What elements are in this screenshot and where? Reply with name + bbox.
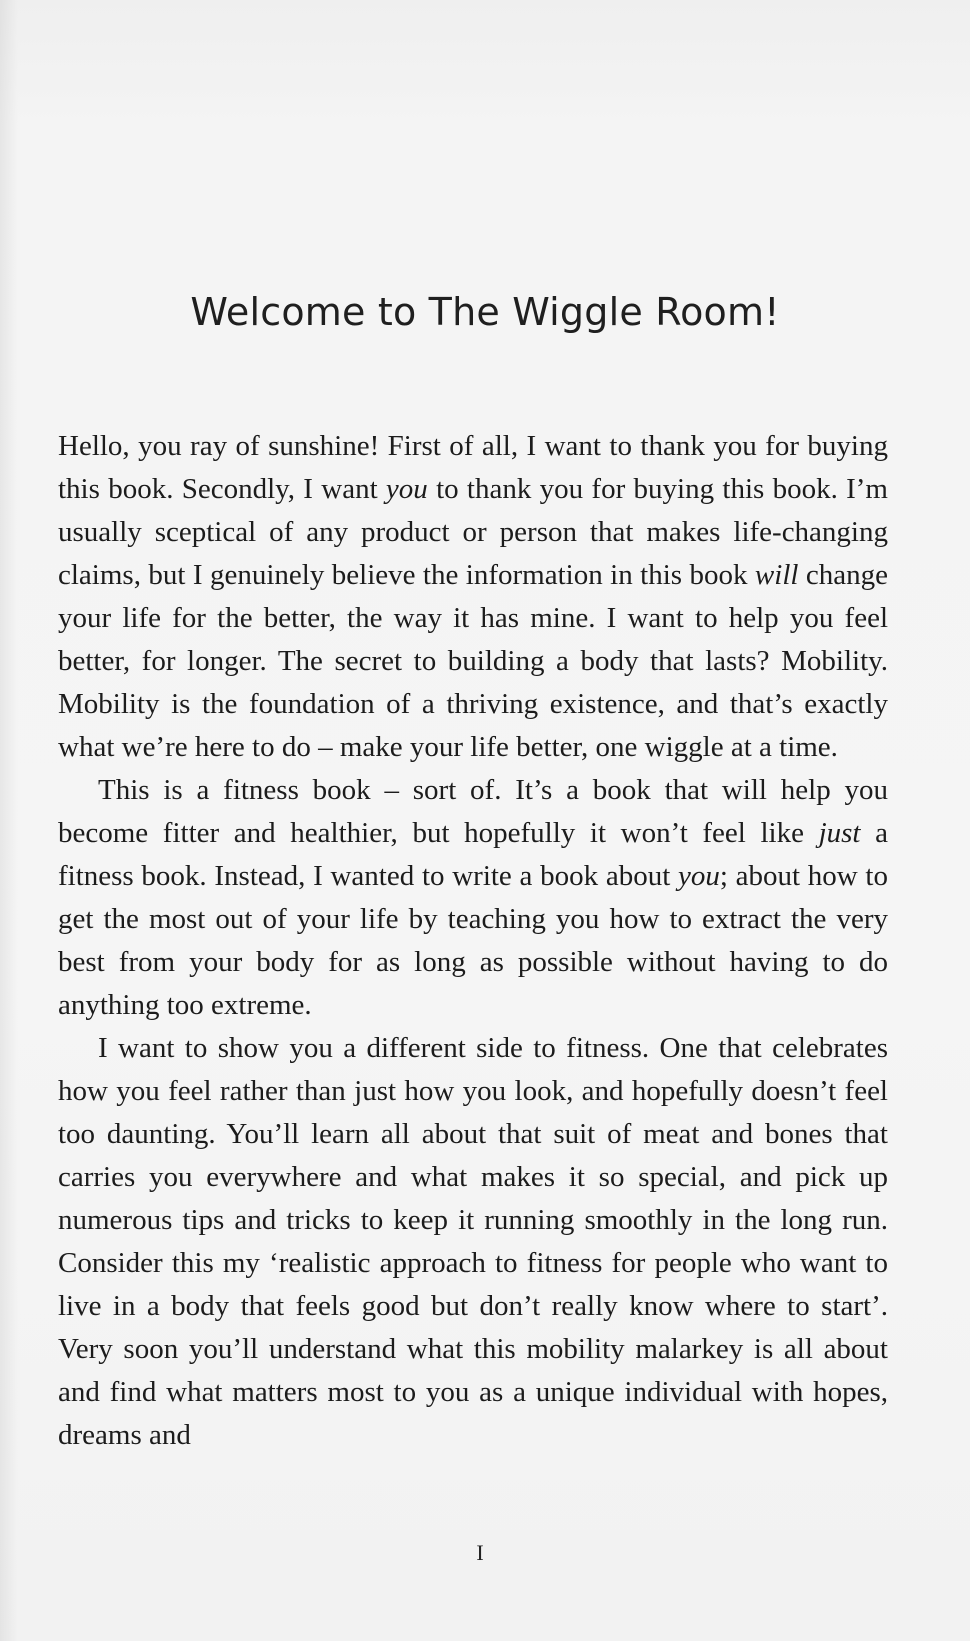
page-number: I	[476, 1540, 484, 1565]
paragraph-2-emphasis: you	[677, 860, 720, 892]
paragraph-1-emphasis: you	[385, 473, 428, 505]
paragraph-1-segment: to thank you for buying this book. I’m usually sceptical of any product or person that makes life-changing claims, but I genuinely believe the information in this book	[58, 473, 888, 591]
paragraph-1-emphasis: will	[754, 559, 799, 591]
paragraph-2-emphasis: just	[818, 817, 861, 849]
paragraph-3-segment: I want to show you a different side to fitness. One that celebrates how you feel rather than just how you look, and hopefully doesn’t feel too daunting. You’ll learn all about that suit of meat and bones that carries you everywhere and what makes it so special, and pick up numerous tips and tricks to keep it running smoothly in the long run. Consider this my ‘realistic approach to fitness for people who want to live in a body that feels good but don’t really know where to start’. Very soon you’ll understand what this mobility malarkey is all about and find what matters most to you as a unique individual with hopes, dreams and	[58, 1032, 888, 1451]
paragraph-2-segment: This is a fitness book – sort of. It’s a book that will help you become fitter and healthier, but hopefully it won’t feel like	[58, 774, 888, 849]
chapter-title: Welcome to The Wiggle Room!	[190, 290, 780, 334]
page-edge-shadow	[0, 0, 18, 1641]
paragraph-1	[58, 425, 888, 769]
paragraph-2-segment: a fitness book. Instead, I wanted to write a book about	[58, 817, 888, 892]
body-text	[58, 425, 888, 1457]
paragraph-1-segment: change your life for the better, the way it has mine. I want to help you feel better, for longer. The secret to building a body that lasts? Mobility. Mobility is the foundation of a thriving existence, and that’s exactly what we’re here to do – make your life better, one wiggle at a time.	[58, 559, 888, 763]
paragraph-2-segment: ; about how to get the most out of your life by teaching you how to extract the very best from your body for as long as possible without having to do anything too extreme.	[58, 860, 888, 1021]
paragraph-1-segment: Hello, you ray of sunshine! First of all, I want to thank you for buying this book. Secondly, I want	[58, 430, 888, 505]
paragraph-3	[58, 1027, 888, 1457]
paragraph-2	[58, 769, 888, 1027]
